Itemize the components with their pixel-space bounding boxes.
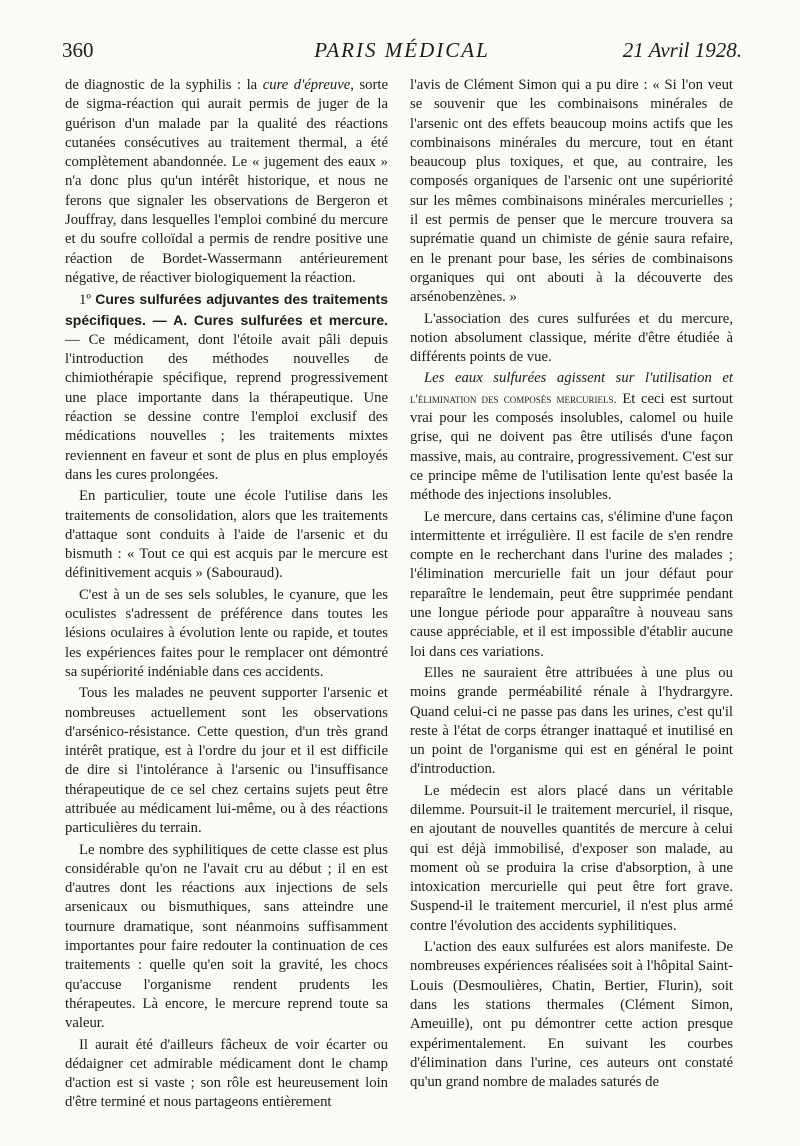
- paragraph: Il aurait été d'ailleurs fâcheux de voir écarter ou dédaigner cet admirable médicament dont le champ d'action est si vaste ; son rôle est heureusement loin d'être terminé et nous partageons entièrement: [65, 1036, 388, 1111]
- right-column: [410, 76, 733, 1094]
- paragraph: Le nombre des syphilitiques de cette classe est plus considérable qu'on ne l'avait cru au début ; il en est d'autres dont les réactions aux injections de sels arsenicaux ou bismuthiques, sans atteindre une tournure dramatique, sont néanmoins suffisamment importantes pour faire redouter la continuation de ces traitements : quelle qu'en soit la gravité, les chocs qu'accuse l'organisme rendent prudents les thérapeutes. Là encore, le mercure reprend toute sa valeur.: [65, 841, 388, 1032]
- paragraph: En particulier, toute une école l'utilise dans les traitements de consolidation, alors que les traitements d'attaque sont conduits à l'aide de l'arsenic et du bismuth : « Tout ce qui est acquis par le mercure est définitivement acquis » (Sabouraud).: [65, 488, 388, 582]
- section-heading: Cures sulfurées adjuvantes des traitements spécifiques. — A. Cures sulfurées et mercure.: [65, 291, 388, 328]
- paragraph: L'association des cures sulfurées et du mercure, notion absolument classique, mérite d'être étudiée à différents points de vue.: [410, 310, 733, 366]
- emphasis: Les eaux sulfurées agissent sur l'utilisation et: [424, 370, 733, 387]
- small-caps-heading: l'élimination des composés mercuriels.: [410, 390, 617, 406]
- paragraph: Le médecin est alors placé dans un véritable dilemme. Poursuit-il le traitement mercuriel, il risque, en ajoutant de nouvelles quantités de mercure à celui qui est déjà immobilisé, d'exposer son malade, au moment où se produira la crise d'absorption, à une intoxication mercurielle qui peut être fort grave. Suspend-il le traitement mercuriel, il n'est plus armé contre l'évolution des accidents syphilitiques.: [410, 782, 733, 934]
- paragraph: Tous les malades ne peuvent supporter l'arsenic et nombreuses actuellement sont les observations d'arsénico-résistance. Cette question, d'un très grand intérêt pratique, est à l'ordre du jour et il est difficile de dire si l'intolérance à l'arsenic ou l'insuffisance thérapeutique de ce sel chez certains sujets peut être attribuée au médicament lui-même, ou à des réactions particulières du terrain.: [65, 685, 388, 837]
- emphasis: cure d'épreuve: [262, 77, 351, 93]
- paragraph: C'est à un de ses sels solubles, le cyanure, que les oculistes s'adressent de préférence dans toutes les lésions oculaires à évolution lente ou rapide, et toutes les expériences faites pour le remplacer ont démontré sa supériorité indéniable dans ces accidents.: [65, 586, 388, 680]
- section-heading-paragraph: 1º Cures sulfurées adjuvantes des traitements spécifiques. — A. Cures sulfurées et mercure. — Ce médicament, dont l'étoile avait pâli depuis l'introduction des méthodes nouvelles de chimiothérapie spécifique, reprend progressivement une place importante dans la thérapeutique. Une réaction se dessine contre l'emploi exclusif des médications nouvelles ; les traitements mixtes reviennent en faveur et sont de plus en plus employés dans les cures prolongées.: [65, 291, 388, 483]
- paragraph: Le mercure, dans certains cas, s'élimine d'une façon intermittente et irrégulière. Il est facile de s'en rendre compte en le recherchant dans l'urine des malades ; l'élimination mercurielle fait un jour défaut pour reparaître le lendemain, peut être supprimée pendant une longue période pour apparaître à nouveau sans cause appréciable, et il est impossible d'établir aucune loi dans ces variations.: [410, 508, 733, 660]
- paragraph: L'action des eaux sulfurées est alors manifeste. De nombreuses expériences réalisées soit à l'hôpital Saint-Louis (Desmoulières, Chatin, Bertier, Flurin), soit dans les stations thermales (Clément Simon, Ameuille), ont pu démontrer cette action presque expérimentalement. En suivant les courbes d'élimination dans l'urine, ces auteurs ont constaté qu'un grand nombre de malades saturés de: [410, 939, 733, 1091]
- issue-date: 21 Avril 1928.: [622, 38, 742, 62]
- paragraph: de diagnostic de la syphilis : la cure d'épreuve, sorte de sigma-réaction qui aurait permis de juger de la guérison d'un malade par la qualité des réactions cutanées consécutives au traitement thermal, a été complètement abandonnée. Le « jugement des eaux » n'a donc plus qu'un intérêt historique, et nous ne ferons que signaler les observations de Bergeron et Jouffray, dans lesquelles l'emploi combiné du mercure et du soufre colloïdal a permis de rendre positive une réaction de Bordet-Wassermann antérieurement négative, de réactiver biologiquement la réaction.: [65, 77, 388, 286]
- paragraph: l'avis de Clément Simon qui a pu dire : « Si l'on veut se souvenir que les combinaisons minérales de l'arsenic ont des effets beaucoup moins actifs que les combinaisons minérales du mercure, tout en étant beaucoup plus toxiques, et que, au contraire, les composés organiques de l'arsenic ont une supériorité sur les mêmes combinaisons minérales mercurielles ; il est permis de penser que le mercure trouvera sa suprématie quand un chimiste de génie saura refaire, en le prenant pour base, les séries de combinaisons organiques qui ont abouti à la découverte des arsénobenzènes. »: [410, 77, 733, 306]
- page-number: 360: [62, 38, 94, 62]
- journal-title: PARIS MÉDICAL: [314, 38, 490, 62]
- subheading-paragraph: Les eaux sulfurées agissent sur l'utilisation et l'élimination des composés mercuriels. Et ceci est surtout vrai pour les composés insolubles, calomel ou huile grise, qui ne doivent pas être utilisés d'une façon massive, mais, au contraire, progressivement. C'est sur ce principe même de l'utilisation lente qu'est basée la méthode des injections insolubles.: [410, 370, 733, 504]
- page-header: [62, 38, 742, 68]
- paragraph: Elles ne sauraient être attribuées à une plus ou moins grande perméabilité rénale à l'hydrargyre. Quand celui-ci ne passe pas dans les urines, c'est qu'il reste à l'état de corps étranger inattaqué et inutilisé en un point de l'organisme qui est en général le point d'introduction.: [410, 664, 733, 778]
- left-column: [65, 76, 388, 1115]
